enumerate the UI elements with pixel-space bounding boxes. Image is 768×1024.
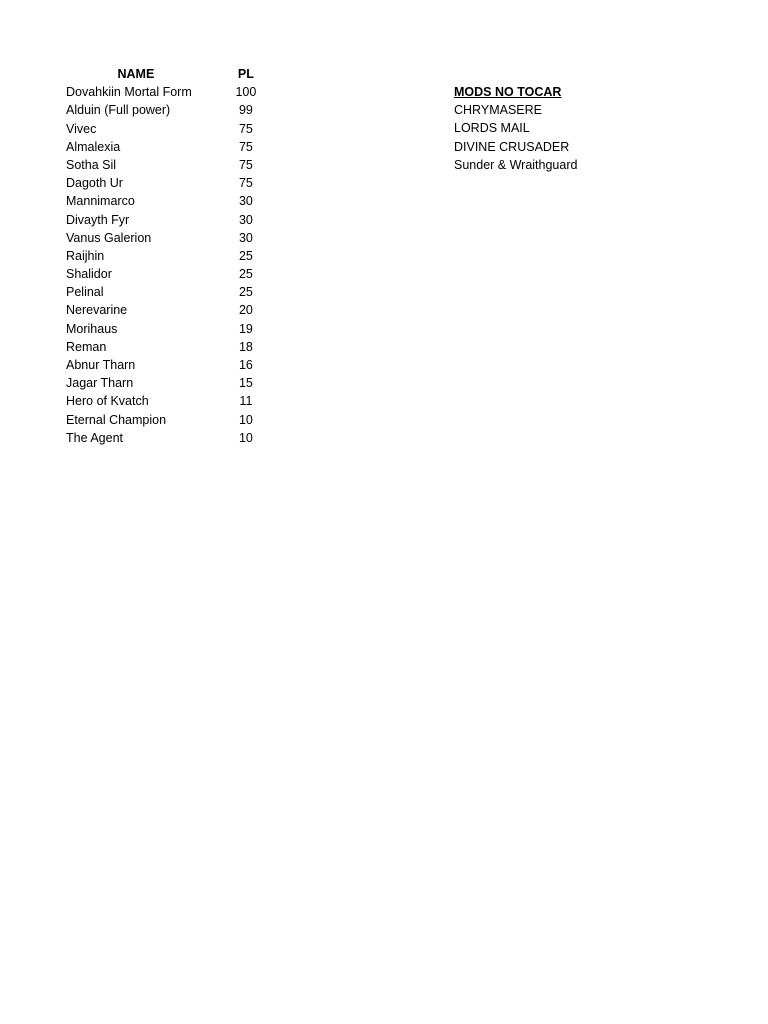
table-row xyxy=(66,429,286,447)
table-row xyxy=(66,392,286,410)
character-name-cell: Vivec xyxy=(66,121,97,136)
power-level-cell: 100 xyxy=(235,85,257,100)
name-column-header: NAME xyxy=(117,67,155,81)
character-name-cell: Shalidor xyxy=(66,267,112,282)
table-row xyxy=(66,265,286,283)
table-row xyxy=(66,211,286,229)
mod-item: Sunder & Wraithguard xyxy=(454,157,578,172)
power-level-cell: 75 xyxy=(238,157,253,172)
power-level-cell: 16 xyxy=(238,358,253,372)
power-level-table xyxy=(66,65,286,447)
power-level-cell: 30 xyxy=(238,194,253,209)
table-row xyxy=(66,247,286,265)
power-level-cell: 75 xyxy=(238,139,253,154)
power-level-cell: 25 xyxy=(238,267,253,282)
power-level-cell: 30 xyxy=(238,212,253,227)
power-level-cell: 75 xyxy=(238,121,253,136)
character-name-cell: Jagar Tharn xyxy=(66,376,134,391)
pl-column-header: PL xyxy=(237,67,254,81)
character-name-cell: Dagoth Ur xyxy=(66,176,123,191)
table-row xyxy=(66,320,286,338)
character-name-cell: Dovahkiin Mortal Form xyxy=(66,85,192,100)
character-name-cell: Divayth Fyr xyxy=(66,212,130,227)
character-name-cell: Raijhin xyxy=(66,248,105,263)
mods-title: MODS NO TOCAR xyxy=(454,85,562,99)
character-name-cell: Pelinal xyxy=(66,285,104,300)
character-name-cell: Alduin (Full power) xyxy=(66,103,171,118)
character-name-cell: Sotha Sil xyxy=(66,157,117,172)
character-name-cell: The Agent xyxy=(66,430,123,445)
character-name-cell: Nerevarine xyxy=(66,303,128,318)
table-body xyxy=(66,83,286,447)
character-name-cell: Mannimarco xyxy=(66,194,135,209)
character-name-cell: Hero of Kvatch xyxy=(66,394,149,409)
power-level-cell: 15 xyxy=(238,376,253,391)
table-row xyxy=(66,411,286,429)
table-row xyxy=(66,120,286,138)
table-row xyxy=(66,338,286,356)
character-name-cell: Abnur Tharn xyxy=(66,358,136,372)
character-name-cell: Eternal Champion xyxy=(66,412,167,427)
table-row xyxy=(66,356,286,374)
mods-list xyxy=(454,83,674,174)
character-name-cell: Morihaus xyxy=(66,321,118,336)
table-row xyxy=(66,374,286,392)
table-row xyxy=(66,156,286,174)
mod-item: DIVINE CRUSADER xyxy=(454,139,570,154)
power-level-cell: 25 xyxy=(238,248,253,263)
mod-item: LORDS MAIL xyxy=(454,121,530,136)
table-row xyxy=(66,192,286,210)
power-level-cell: 19 xyxy=(238,321,253,336)
table-row xyxy=(66,283,286,301)
power-level-cell: 30 xyxy=(238,230,253,245)
power-level-cell: 20 xyxy=(238,303,253,318)
power-level-cell: 18 xyxy=(238,339,253,354)
power-level-cell: 75 xyxy=(238,176,253,191)
table-header-row xyxy=(66,65,286,83)
character-name-cell: Almalexia xyxy=(66,139,121,154)
power-level-cell: 11 xyxy=(239,394,253,409)
table-row xyxy=(66,101,286,119)
table-row xyxy=(66,83,286,101)
mods-items xyxy=(454,101,674,174)
mod-item: CHRYMASERE xyxy=(454,103,542,118)
table-row xyxy=(66,229,286,247)
power-level-cell: 99 xyxy=(238,103,253,118)
power-level-cell: 10 xyxy=(238,412,253,427)
table-row xyxy=(66,174,286,192)
character-name-cell: Vanus Galerion xyxy=(66,230,152,245)
table-row xyxy=(66,301,286,319)
character-name-cell: Reman xyxy=(66,339,107,354)
table-row xyxy=(66,138,286,156)
power-level-cell: 10 xyxy=(238,430,253,445)
power-level-cell: 25 xyxy=(238,285,253,300)
